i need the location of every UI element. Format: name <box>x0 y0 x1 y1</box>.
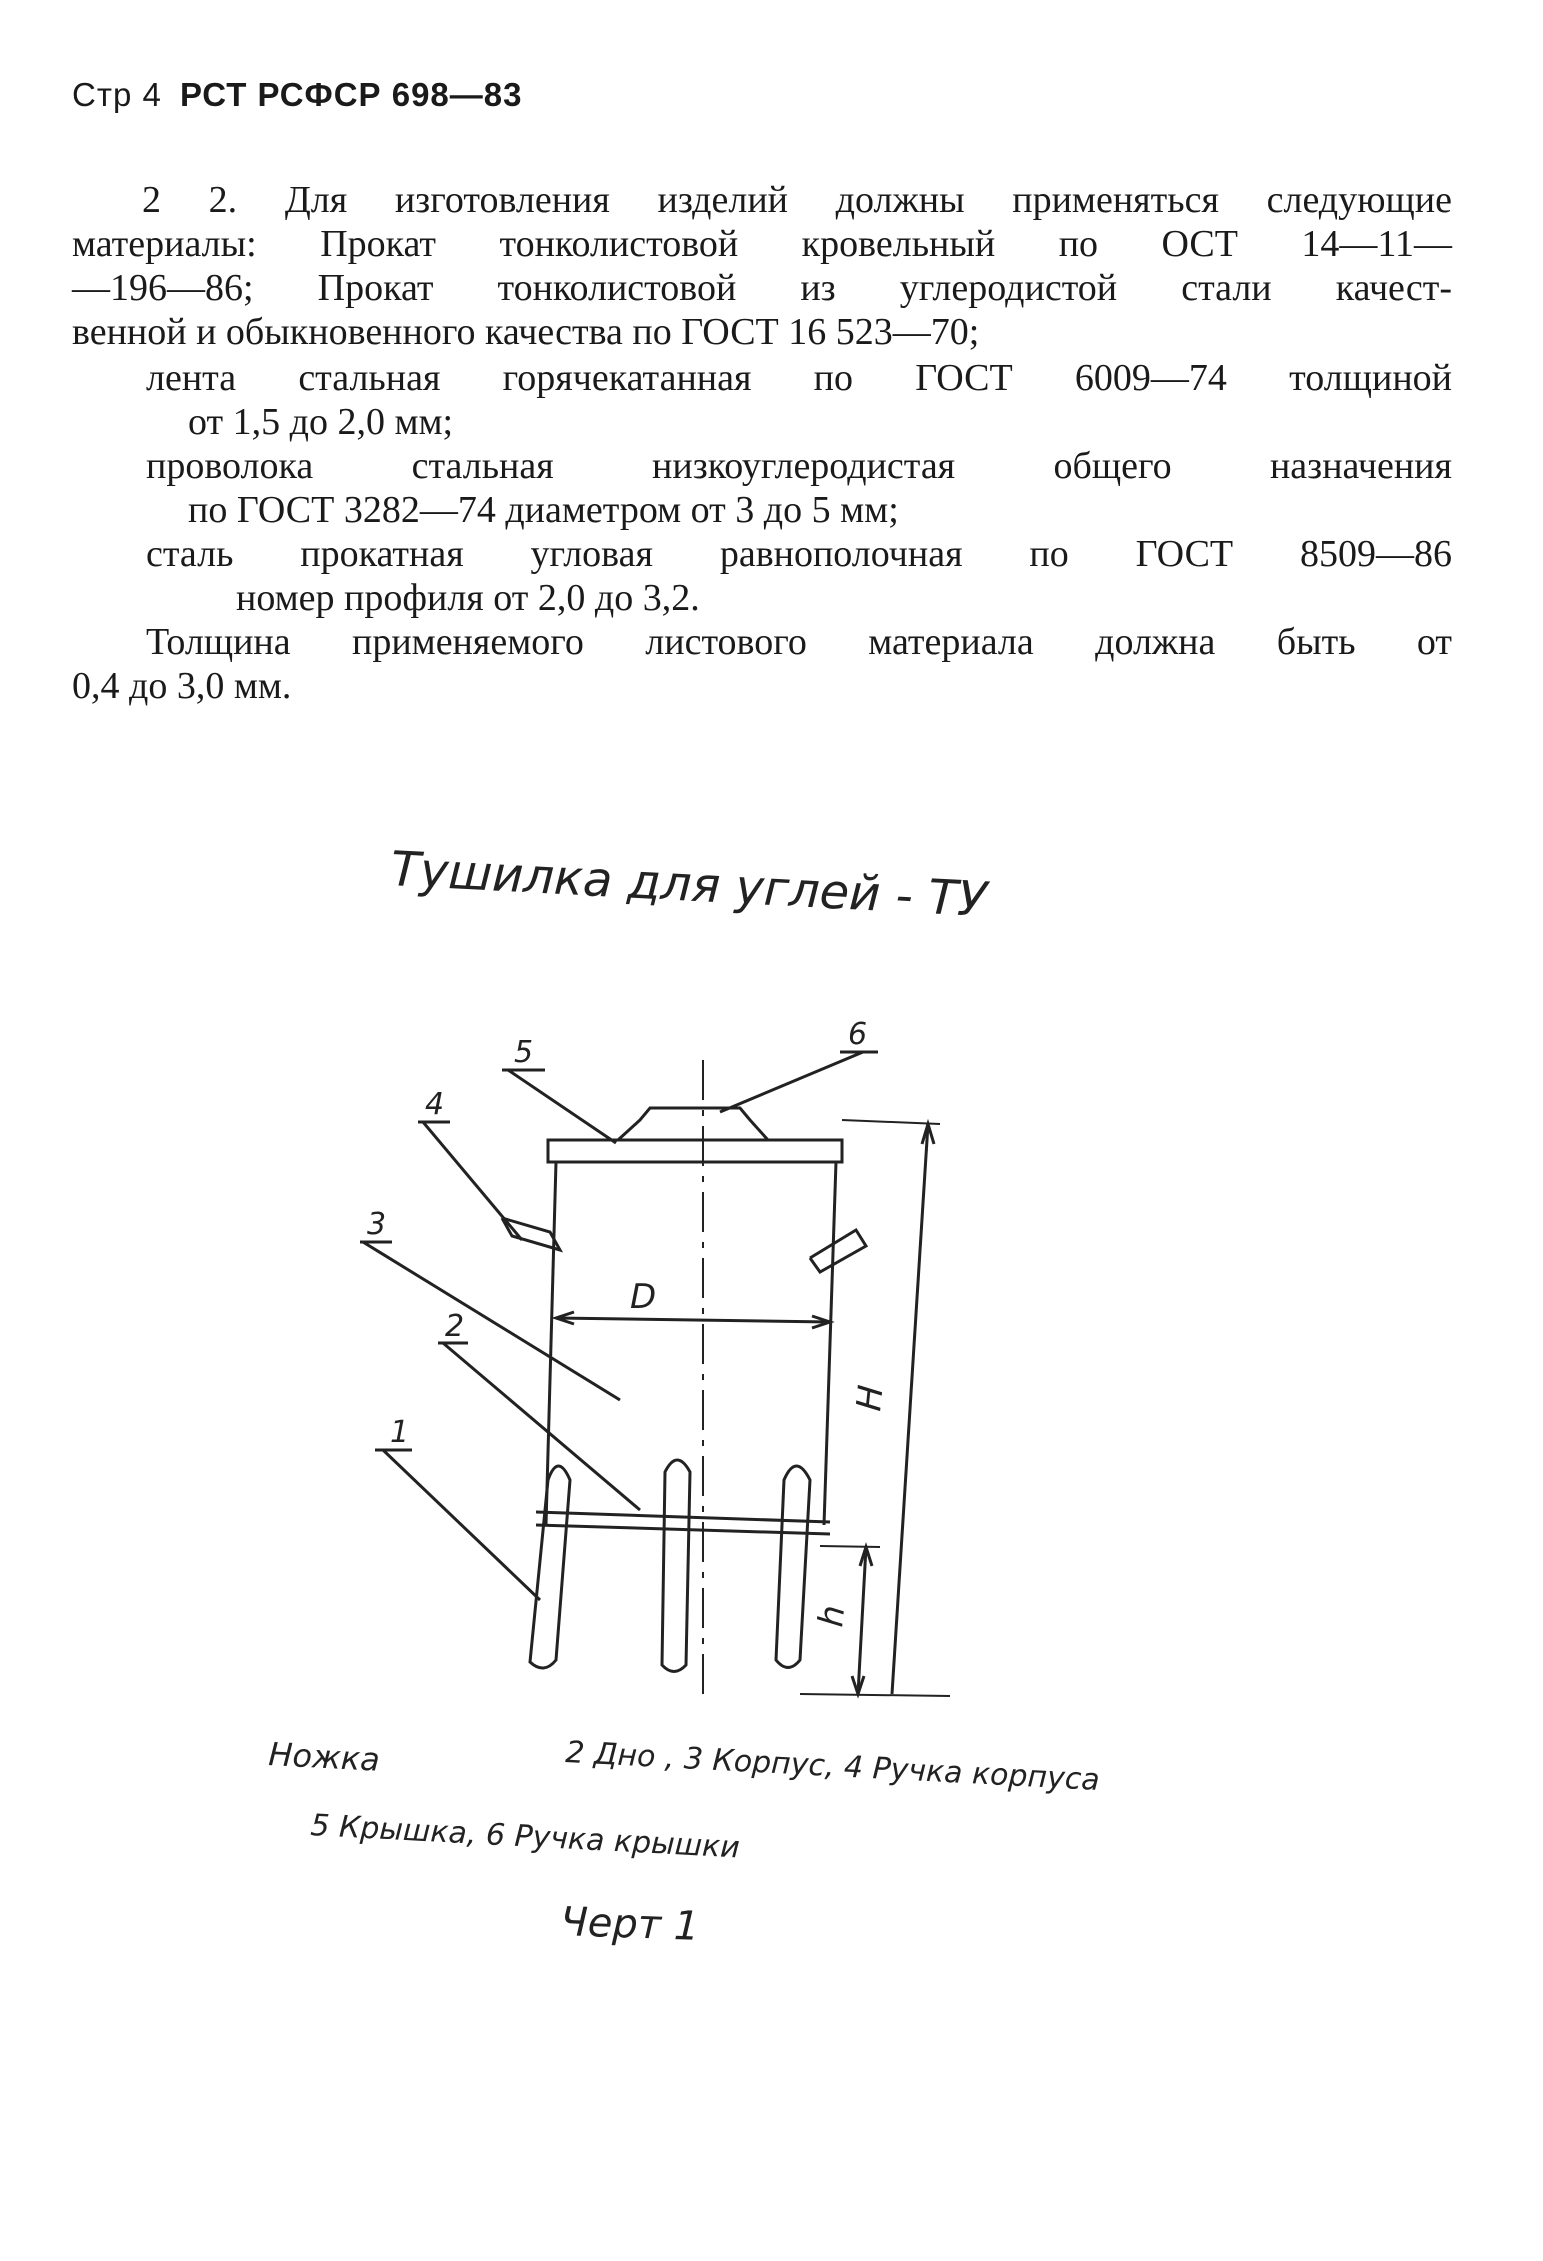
paragraph-line: материалы: Прокат тонколистовой кровельный по ОСТ 14—11— <box>72 223 1452 265</box>
leg-height-line <box>858 1547 866 1694</box>
leg-left <box>530 1466 570 1668</box>
body-handle-left <box>502 1218 560 1250</box>
list-item-line: от 1,5 до 2,0 мм; <box>188 401 454 443</box>
leader-4 <box>423 1122 522 1240</box>
legend-lid-line: 5 Крышка, 6 Ручка крышки <box>309 1808 741 1866</box>
extension-bottom <box>800 1694 950 1696</box>
list-item-line: лента стальная горячекатанная по ГОСТ 6009—74 толщиной <box>146 357 1452 399</box>
lid-handle <box>618 1108 768 1140</box>
figure-caption: Черт 1 <box>559 1899 701 1950</box>
body-wall-right <box>824 1162 836 1525</box>
lid <box>548 1140 842 1162</box>
paragraph-line: венной и обыкновенного качества по ГОСТ 16 523—70; <box>72 311 980 353</box>
standard-code: РСТ РСФСР 698—83 <box>180 76 523 113</box>
paragraph-line: —196—86; Прокат тонколистовой из углеродистой стали качест- <box>72 267 1452 309</box>
leader-5 <box>508 1070 616 1143</box>
drawing-title: Тушилка для углей - ТУ <box>389 841 989 929</box>
callout-6: 6 <box>848 1017 868 1052</box>
callout-4: 4 <box>425 1087 445 1122</box>
callout-3: 3 <box>367 1207 387 1242</box>
drawing-lines <box>360 1052 950 1700</box>
diameter-line <box>556 1318 830 1322</box>
leader-3 <box>363 1242 620 1400</box>
callout-5: 5 <box>514 1035 534 1070</box>
dimension-h-total-label: H <box>849 1383 892 1413</box>
bottom-line-bottom <box>536 1525 830 1534</box>
legend-parts-line: 2 Дно , 3 Корпус, 4 Ручка корпуса <box>564 1735 1101 1798</box>
dimension-h-small-label: h <box>811 1603 854 1629</box>
leg-right <box>776 1466 810 1668</box>
bottom-line-top <box>536 1512 830 1522</box>
paragraph-line: Толщина применяемого листового материала должна быть от <box>146 621 1452 663</box>
height-dimension-line <box>892 1124 928 1694</box>
list-item-line: номер профиля от 2,0 до 3,2. <box>236 577 700 619</box>
extension-leg-top <box>820 1546 880 1547</box>
list-item-line: по ГОСТ 3282—74 диаметром от 3 до 5 мм; <box>188 489 899 531</box>
paragraph-line: 2 2. Для изготовления изделий должны применяться следующие <box>142 179 1452 221</box>
callout-2: 2 <box>445 1309 465 1344</box>
leader-1 <box>383 1450 540 1600</box>
paragraph-line: 0,4 до 3,0 мм. <box>72 665 292 707</box>
dimension-d-label: D <box>630 1277 657 1317</box>
page-number: Стр 4 <box>72 76 162 113</box>
list-item-line: сталь прокатная угловая равнополочная по ГОСТ 8509—86 <box>146 533 1452 575</box>
leader-6 <box>720 1052 863 1112</box>
leg-center <box>662 1460 690 1672</box>
leader-2 <box>443 1343 640 1510</box>
callout-1: 1 <box>390 1415 410 1450</box>
extension-top <box>842 1120 940 1124</box>
legend-leg: Ножка <box>267 1735 381 1779</box>
body-handle-right <box>810 1230 866 1272</box>
list-item-line: проволока стальная низкоуглеродистая общего назначения <box>146 445 1452 487</box>
